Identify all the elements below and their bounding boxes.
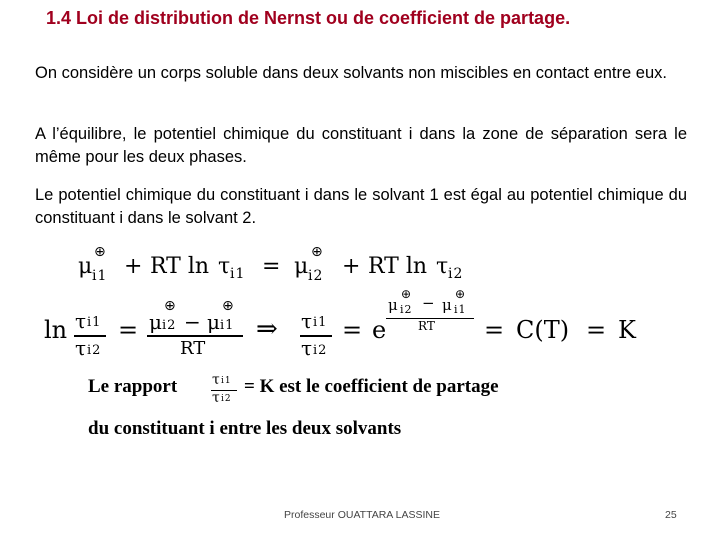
fraction-bar — [147, 335, 243, 337]
oplus-superscript: ⊕ — [401, 287, 412, 301]
constant-k: K — [618, 316, 636, 344]
mu-symbol: μ — [207, 310, 220, 334]
equals-sign: = — [484, 316, 505, 344]
subscript: i2 — [448, 266, 464, 282]
subscript: i1 — [221, 376, 232, 386]
plus-sign: + — [342, 254, 361, 279]
tau-symbol: τ — [212, 390, 220, 406]
subscript: i1 — [92, 268, 108, 284]
paragraph-1 — [35, 62, 687, 85]
subscript: i2 — [87, 343, 102, 358]
mu-symbol: μ — [442, 296, 452, 314]
constant-ct: C(T) — [516, 316, 570, 344]
rt-ln: RT ln — [150, 254, 210, 279]
equation-partition — [44, 287, 664, 365]
implies-arrow: ⇒ — [256, 314, 278, 344]
paragraph-3: Le potentiel chimique du constituant i dans le solvant 1 est égal au potentiel chimique du constituant i dans le solvant 2. — [35, 186, 687, 227]
rt-ln: RT ln — [368, 254, 428, 279]
subscript: i1 — [454, 303, 467, 316]
tau-symbol: τ — [212, 372, 220, 388]
tau-symbol: τ — [301, 309, 313, 333]
tau-symbol: τ — [436, 254, 449, 279]
subscript: i2 — [400, 303, 413, 316]
statement-line-1 — [88, 372, 608, 410]
equals-sign: = — [118, 316, 139, 344]
statement-prefix: Le rapport — [88, 376, 178, 397]
paragraph-1-emphasis: corps soluble dans deux solvants non miscibles en contact entre eux — [160, 64, 663, 82]
subscript: i1 — [87, 315, 102, 330]
minus-sign: − — [422, 294, 435, 312]
ln-operator: ln — [44, 316, 68, 344]
mu-symbol: μ — [149, 310, 162, 334]
tau-symbol: τ — [218, 254, 231, 279]
tau-symbol: τ — [75, 309, 87, 333]
mu-symbol: μ — [388, 296, 398, 314]
oplus-superscript: ⊕ — [455, 287, 466, 301]
equals-sign: = — [586, 316, 607, 344]
plus-sign: + — [124, 254, 143, 279]
minus-sign: − — [184, 310, 201, 334]
subscript: i2 — [313, 343, 328, 358]
paragraph-1-end: . — [662, 64, 667, 82]
equals-sign: = — [342, 316, 363, 344]
footer-author: Professeur OUATTARA LASSINE — [284, 509, 440, 521]
mu-symbol: μ — [78, 254, 93, 279]
page-number: 25 — [665, 509, 677, 521]
paragraph-1-text: On considère un — [35, 64, 161, 82]
statement-line-2: du constituant i entre les deux solvants — [88, 418, 402, 439]
slide-title: 1.4 Loi de distribution de Nernst ou de coefficient de partage. — [46, 8, 571, 28]
statement-suffix: = K est le coefficient de partage — [244, 376, 499, 397]
subscript: i2 — [162, 318, 177, 333]
exponential-e: e — [372, 316, 387, 344]
equals-sign: = — [262, 254, 281, 279]
rt-denominator: RT — [180, 338, 206, 359]
subscript: i1 — [220, 318, 235, 333]
subscript: i1 — [230, 266, 246, 282]
mu-symbol: μ — [294, 254, 309, 279]
subscript: i1 — [313, 315, 328, 330]
tau-symbol: τ — [301, 336, 313, 360]
paragraph-2: A l’équilibre, le potentiel chimique du constituant i dans la zone de séparation sera le même pour les deux phases. — [35, 125, 687, 166]
oplus-superscript: ⊕ — [311, 244, 323, 260]
oplus-superscript: ⊕ — [222, 298, 234, 314]
subscript: i2 — [308, 268, 324, 284]
tau-symbol: τ — [75, 336, 87, 360]
oplus-superscript: ⊕ — [94, 244, 106, 260]
equation-equality — [78, 244, 498, 284]
subscript: i2 — [221, 394, 232, 404]
oplus-superscript: ⊕ — [164, 298, 176, 314]
rt-denominator: RT — [418, 319, 435, 333]
